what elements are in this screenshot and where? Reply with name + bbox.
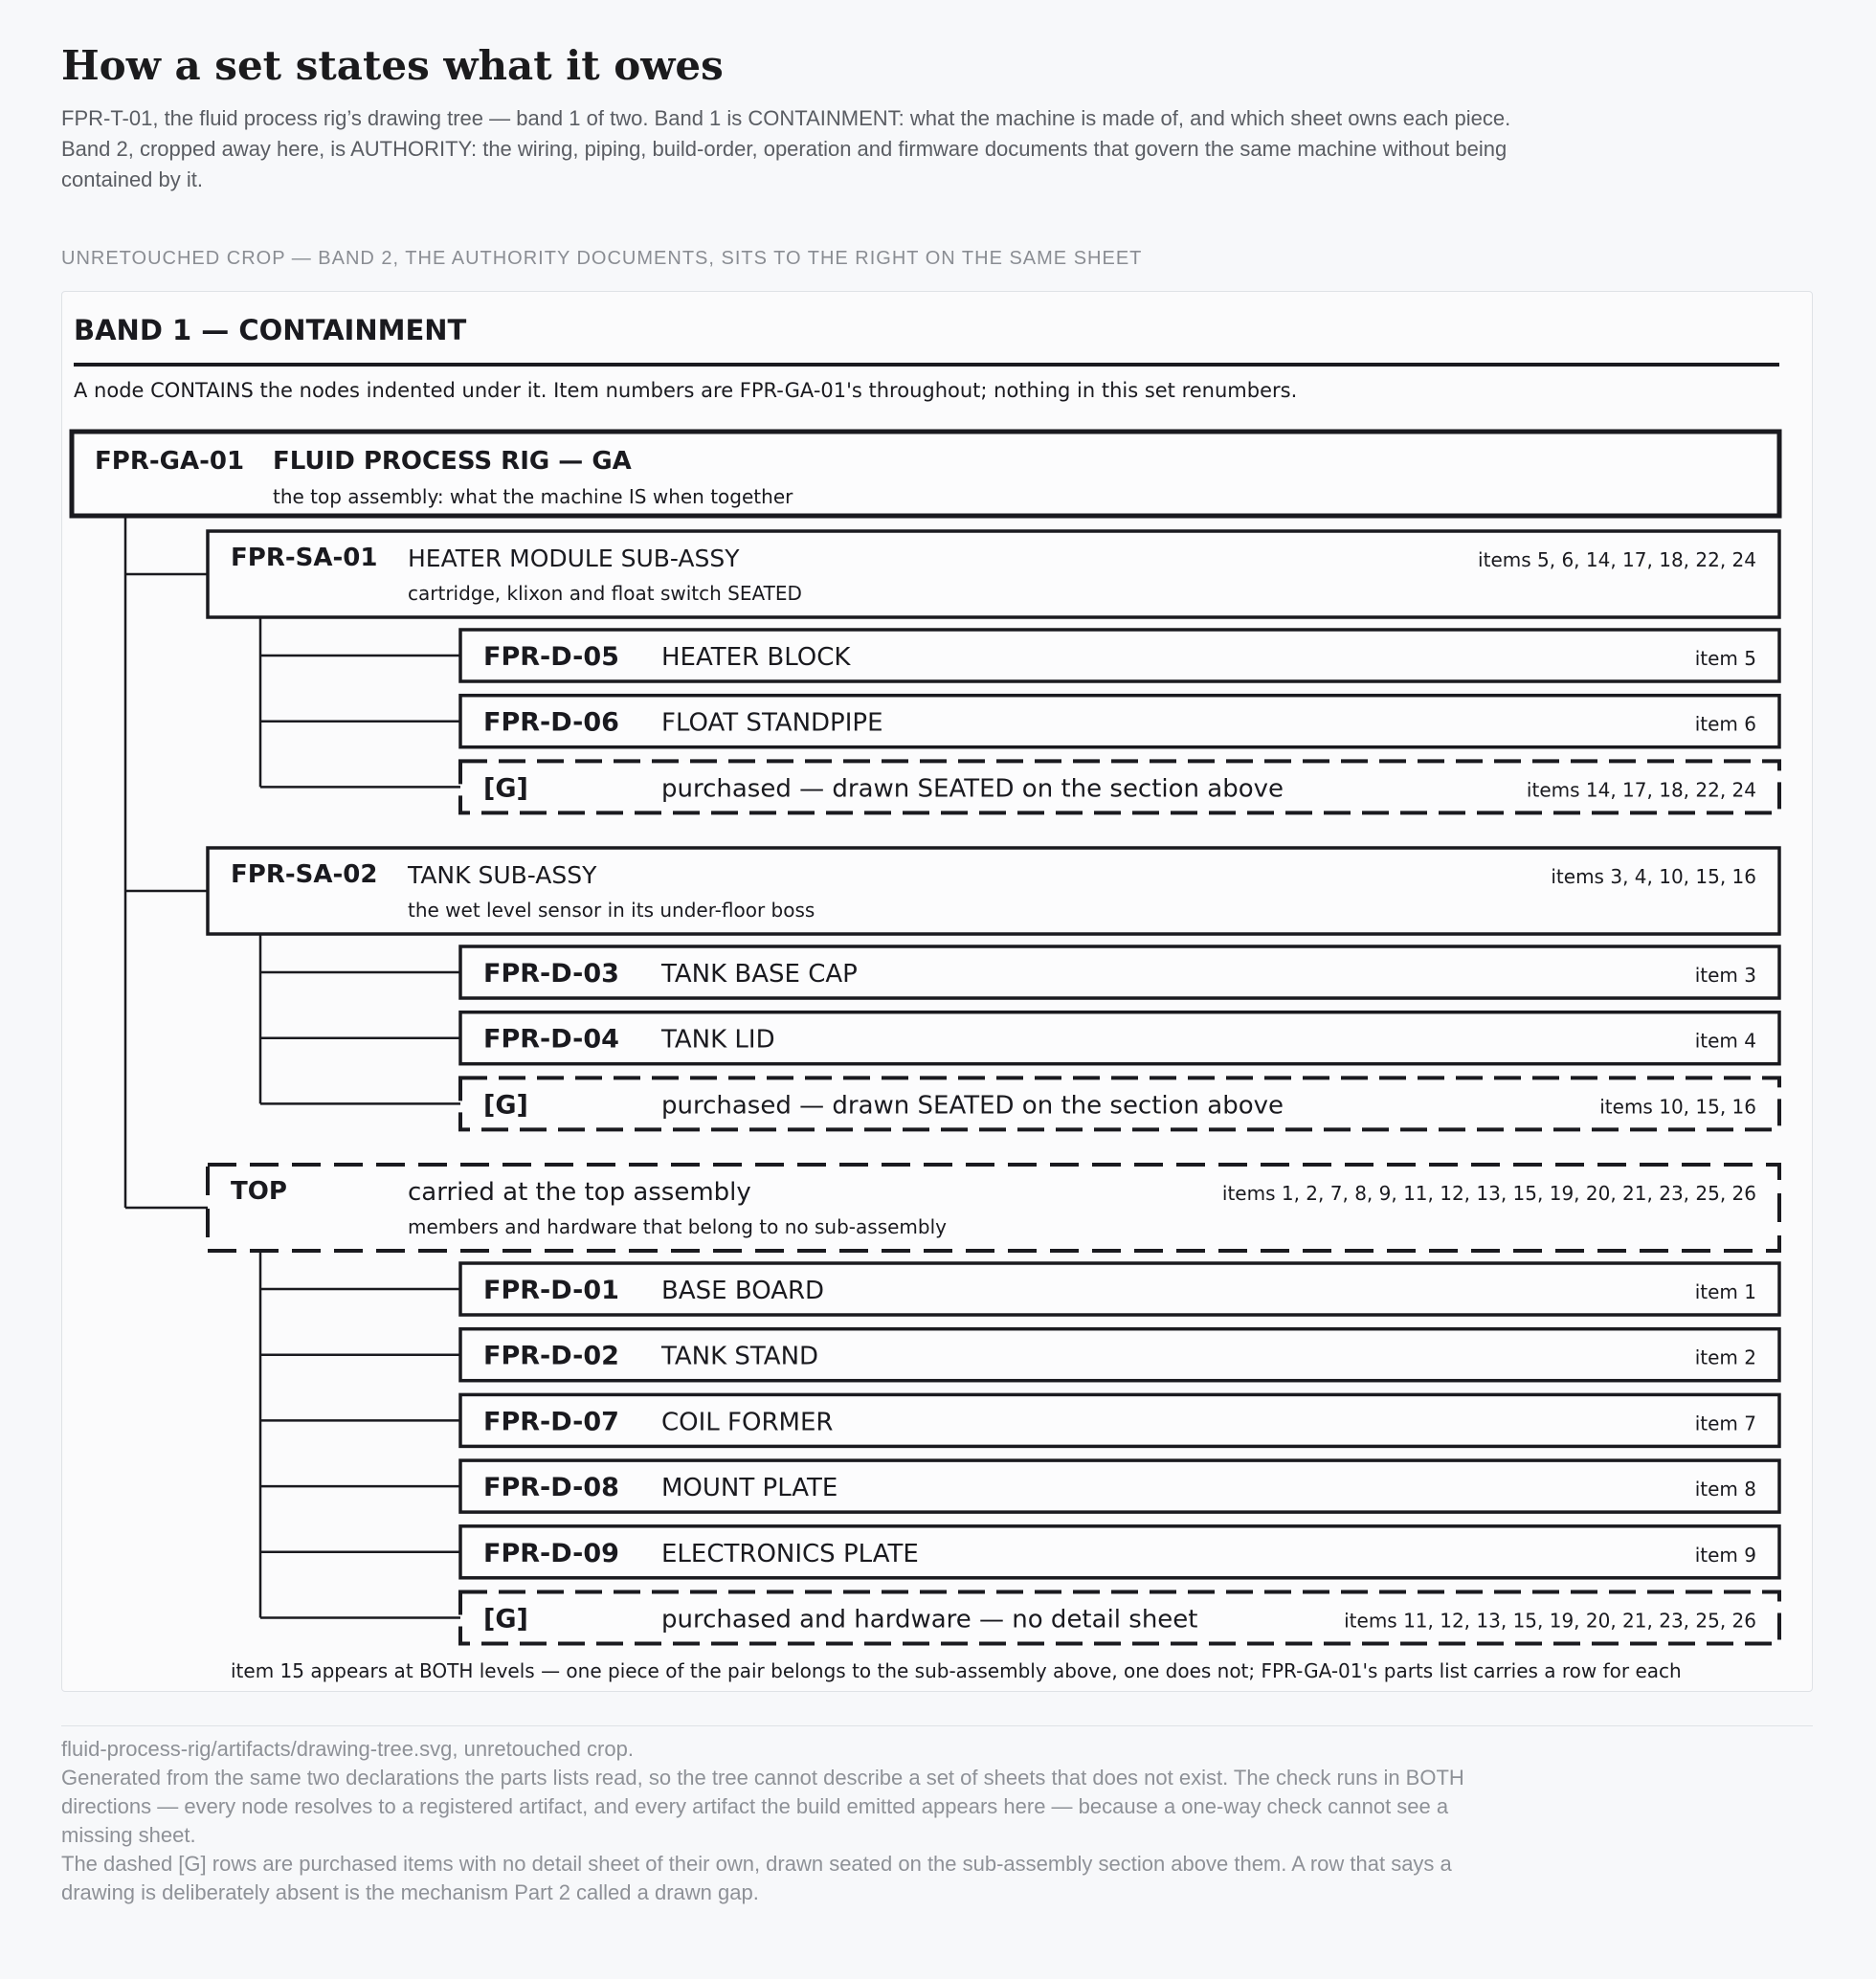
detail-items: item 6 <box>1694 712 1756 736</box>
detail-node-box <box>460 1329 1779 1381</box>
detail-code: FPR-D-02 <box>483 1341 619 1371</box>
detail-node <box>460 1592 1779 1644</box>
detail-node <box>460 1329 1779 1381</box>
detail-items: items 11, 12, 13, 15, 19, 20, 21, 23, 25, 26 <box>1344 1609 1756 1633</box>
detail-items: item 4 <box>1694 1029 1756 1053</box>
drawing-tree-panel <box>61 291 1813 1692</box>
detail-node <box>460 1078 1779 1129</box>
detail-title: BASE BOARD <box>661 1277 825 1305</box>
detail-items: items 14, 17, 18, 22, 24 <box>1526 778 1756 802</box>
root-node-title: FLUID PROCESS RIG — GA <box>273 447 632 476</box>
subassembly-node <box>208 848 1779 934</box>
page-title: How a set states what it owes <box>61 42 724 89</box>
subassembly-title: carried at the top assembly <box>408 1178 751 1207</box>
detail-items: item 3 <box>1694 964 1756 987</box>
detail-title: COIL FORMER <box>661 1408 834 1437</box>
footer-line: missing sheet. <box>61 1823 196 1847</box>
detail-code: FPR-D-05 <box>483 642 619 672</box>
detail-node <box>460 1394 1779 1446</box>
footer-line: The dashed [G] rows are purchased items with no detail sheet of their own, drawn seated on the sub-assembly section above them. A row that says a <box>61 1852 1452 1876</box>
subassembly-code: FPR-SA-01 <box>231 544 378 572</box>
detail-node-box <box>460 1460 1779 1512</box>
detail-node <box>460 761 1779 812</box>
detail-node <box>460 1526 1779 1578</box>
detail-code: FPR-D-06 <box>483 707 619 738</box>
band-subtitle: A node CONTAINS the nodes indented under it. Item numbers are FPR-GA-01's throughout; nothing in this set renumbers. <box>74 379 1298 402</box>
detail-code: FPR-D-08 <box>483 1473 619 1503</box>
detail-items: item 8 <box>1694 1478 1756 1501</box>
footer-line: directions — every node resolves to a registered artifact, and every artifact the build emitted appears here — because a one-way check cannot see a <box>61 1794 1449 1818</box>
subassembly-items: items 5, 6, 14, 17, 18, 22, 24 <box>1478 548 1756 571</box>
detail-title: purchased and hardware — no detail sheet <box>661 1605 1198 1634</box>
detail-code: FPR-D-04 <box>483 1024 619 1055</box>
crop-caption: UNRETOUCHED CROP — BAND 2, THE AUTHORITY DOCUMENTS, SITS TO THE RIGHT ON THE SAME SHEET <box>61 248 1143 269</box>
detail-items: item 9 <box>1694 1543 1756 1567</box>
tree-connectors <box>125 516 460 1618</box>
subassembly-node <box>208 1165 1779 1251</box>
detail-node <box>460 1460 1779 1512</box>
detail-node <box>460 630 1779 681</box>
footer-notes <box>61 1735 1554 1907</box>
footer-divider <box>61 1725 1813 1726</box>
detail-title: HEATER BLOCK <box>661 643 851 672</box>
detail-code: [G] <box>483 773 528 804</box>
detail-node-box <box>460 1263 1779 1315</box>
drawing-tree-diagram <box>62 292 1814 1691</box>
intro-line: Band 2, cropped away here, is AUTHORITY: the wiring, piping, build-order, operation and firmware documents that govern the same machine without being <box>61 137 1508 161</box>
detail-code: [G] <box>483 1604 528 1634</box>
subassembly-items: items 3, 4, 10, 15, 16 <box>1551 865 1756 888</box>
detail-code: FPR-D-03 <box>483 959 619 989</box>
intro-text <box>61 103 1602 195</box>
subassembly-note: members and hardware that belong to no sub-assembly <box>408 1215 947 1238</box>
detail-items: item 7 <box>1694 1412 1756 1435</box>
detail-title: purchased — drawn SEATED on the section above <box>661 774 1284 804</box>
detail-items: item 5 <box>1694 647 1756 670</box>
detail-node <box>460 1263 1779 1315</box>
footer-line: Generated from the same two declarations the parts lists read, so the tree cannot describe a set of sheets that does not exist. The check runs in BOTH <box>61 1766 1464 1790</box>
detail-title: TANK LID <box>661 1025 775 1055</box>
root-node <box>72 432 1779 516</box>
detail-node <box>460 946 1779 998</box>
footnote: item 15 appears at BOTH levels — one piece of the pair belongs to the sub-assembly above, one does not; FPR-GA-01's parts list carries a row for each <box>231 1659 1682 1682</box>
detail-node-box <box>460 1394 1779 1446</box>
detail-node-box <box>460 946 1779 998</box>
subassembly-title: HEATER MODULE SUB-ASSY <box>408 545 740 572</box>
detail-title: purchased — drawn SEATED on the section above <box>661 1091 1284 1121</box>
intro-line: FPR-T-01, the fluid process rig’s drawing tree — band 1 of two. Band 1 is CONTAINMENT: what the machine is made of, and which sheet owns each piece. <box>61 106 1511 130</box>
subassembly-code: FPR-SA-02 <box>231 860 378 889</box>
detail-code: [G] <box>483 1090 528 1121</box>
detail-node <box>460 696 1779 747</box>
footer-line: fluid-process-rig/artifacts/drawing-tree.svg, unretouched crop. <box>61 1737 634 1761</box>
intro-line: contained by it. <box>61 167 203 191</box>
subassembly-items: items 1, 2, 7, 8, 9, 11, 12, 13, 15, 19, 20, 21, 23, 25, 26 <box>1221 1182 1756 1205</box>
detail-code: FPR-D-07 <box>483 1407 619 1437</box>
detail-node <box>460 1012 1779 1064</box>
detail-code: FPR-D-01 <box>483 1276 619 1305</box>
footer-line: drawing is deliberately absent is the mechanism Part 2 called a drawn gap. <box>61 1880 759 1904</box>
detail-node-box <box>460 1526 1779 1578</box>
band-title: BAND 1 — CONTAINMENT <box>74 314 467 346</box>
detail-node-box <box>460 630 1779 681</box>
detail-title: MOUNT PLATE <box>661 1474 838 1503</box>
detail-node-box <box>460 696 1779 747</box>
detail-title: FLOAT STANDPIPE <box>661 708 883 738</box>
subassembly-title: TANK SUB-ASSY <box>408 861 597 889</box>
detail-title: TANK BASE CAP <box>661 960 858 989</box>
detail-title: TANK STAND <box>661 1342 819 1371</box>
detail-code: FPR-D-09 <box>483 1538 619 1568</box>
subassembly-code: TOP <box>231 1177 287 1206</box>
root-node-code: FPR-GA-01 <box>95 447 245 476</box>
detail-items: item 1 <box>1694 1280 1756 1303</box>
detail-title: ELECTRONICS PLATE <box>661 1539 919 1568</box>
detail-items: items 10, 15, 16 <box>1599 1095 1756 1119</box>
detail-items: item 2 <box>1694 1345 1756 1369</box>
subassembly-note: the wet level sensor in its under-floor boss <box>408 899 815 922</box>
root-node-note: the top assembly: what the machine IS when together <box>273 485 793 508</box>
detail-node-box <box>460 1012 1779 1064</box>
subassembly-node <box>208 531 1779 617</box>
subassembly-note: cartridge, klixon and float switch SEATED <box>408 582 802 605</box>
